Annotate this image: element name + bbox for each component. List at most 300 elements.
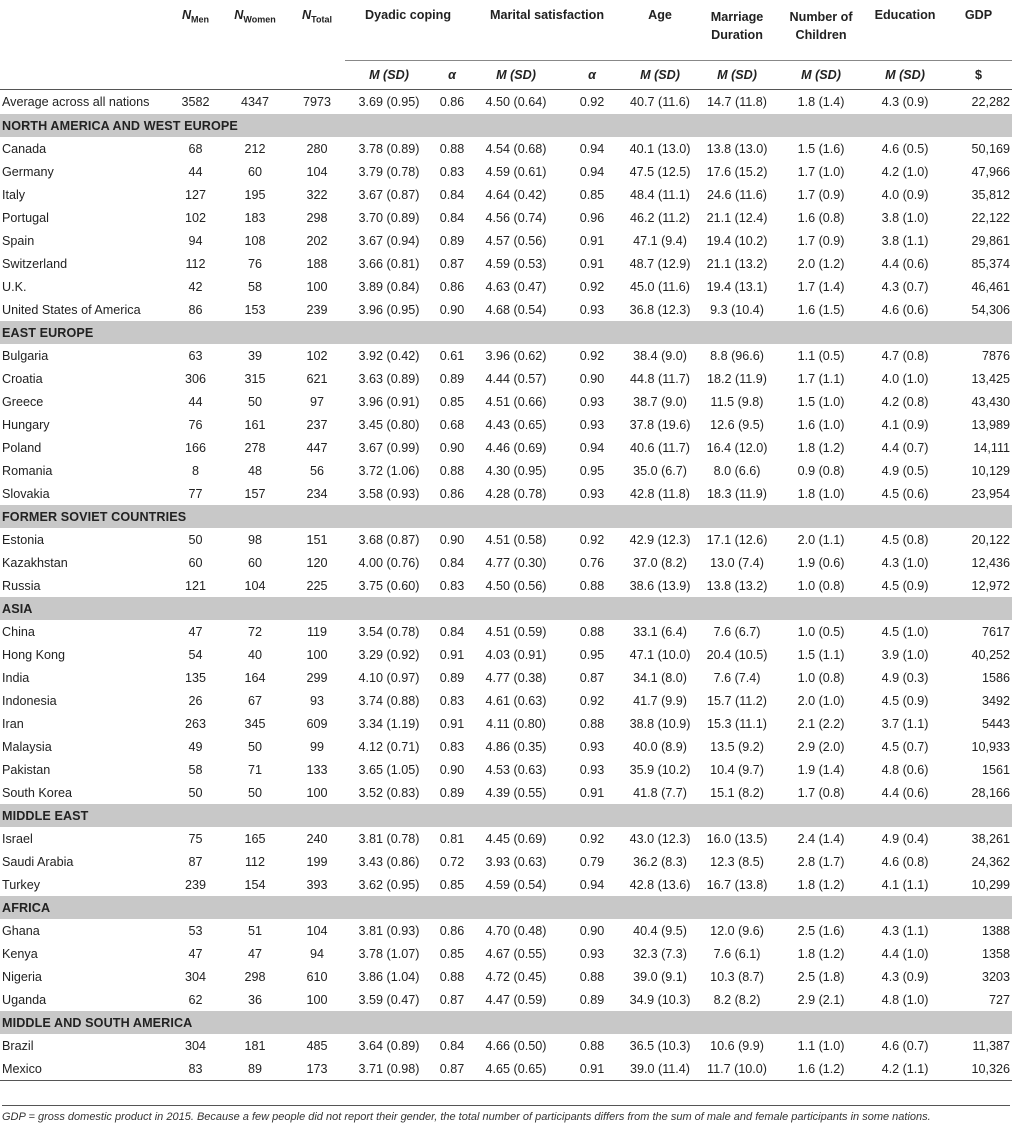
table-cell: 36.5 (10.3) [629, 1038, 691, 1053]
table-cell: 3.69 (0.95) [358, 95, 420, 109]
table-row [0, 298, 1012, 321]
table-cell: 40.7 (11.6) [630, 95, 691, 109]
region-title: MIDDLE AND SOUTH AMERICA [0, 1011, 1012, 1034]
table-cell: 127 [184, 187, 206, 202]
table-cell: 4.6 (0.7) [881, 1038, 929, 1053]
table-cell: 40.1 (13.0) [629, 141, 691, 156]
table-cell: 112 [244, 854, 266, 869]
table-cell: 3.59 (0.47) [358, 992, 420, 1007]
table-cell: 19.4 (10.2) [706, 233, 768, 248]
table-cell: 0.68 [439, 417, 465, 432]
table-cell: 3.8 (1.1) [881, 233, 929, 248]
table-cell: 50,169 [971, 141, 1011, 156]
table-cell: 16.4 (12.0) [706, 440, 768, 455]
table-cell: 0.94 [579, 164, 605, 179]
table-cell: 1358 [982, 946, 1011, 961]
table-cell: 0.87 [439, 256, 465, 271]
table-cell: 0.86 [439, 923, 465, 938]
table-row [0, 758, 1012, 781]
header-dyadic-alpha: α [448, 68, 456, 82]
table-cell: 5443 [982, 716, 1011, 731]
table-cell: 46,461 [971, 279, 1011, 294]
table-cell: 0.86 [439, 279, 465, 294]
table-cell: 173 [306, 1061, 328, 1076]
table-cell: 157 [244, 486, 266, 501]
table-cell: 1.7 (1.4) [797, 279, 845, 294]
country-name: Ghana [2, 923, 40, 938]
table-cell: 100 [306, 647, 328, 662]
table-cell: 4.4 (0.6) [881, 256, 929, 271]
table-cell: 212 [244, 141, 266, 156]
table-cell: 71 [247, 762, 262, 777]
table-cell: 0.76 [579, 555, 605, 570]
country-name: Poland [2, 440, 42, 455]
table-cell: 14,111 [973, 440, 1011, 455]
table-cell: 11.7 (10.0) [707, 1061, 768, 1076]
table-cell: 3.92 (0.42) [358, 348, 420, 363]
table-cell: 0.92 [579, 693, 605, 708]
table-cell: 0.90 [439, 762, 465, 777]
table-cell: 4.5 (0.7) [881, 739, 929, 754]
table-cell: 4.7 (0.8) [881, 348, 929, 363]
table-cell: 154 [244, 877, 266, 892]
table-cell: 4.5 (0.8) [881, 532, 929, 547]
table-cell: 10.4 (9.7) [710, 762, 764, 777]
table-cell: 165 [244, 831, 266, 846]
table-cell: 0.88 [579, 969, 605, 984]
table-cell: 0.72 [439, 854, 465, 869]
header-row-sub [0, 61, 1012, 90]
table-cell: 76 [247, 256, 262, 271]
table-cell: 2.1 (2.2) [797, 716, 845, 731]
table-cell: 0.91 [579, 233, 605, 248]
table-row [0, 436, 1012, 459]
table-row [0, 183, 1012, 206]
table-cell: 94 [309, 946, 324, 961]
table-cell: 50 [188, 532, 203, 547]
table-cell: 39 [247, 348, 262, 363]
table-cell: 4.4 (1.0) [881, 946, 929, 961]
table-cell: 48.4 (11.1) [630, 187, 691, 202]
table-cell: 11,387 [972, 1038, 1011, 1053]
table-cell: 100 [306, 992, 328, 1007]
table-row [0, 275, 1012, 298]
table-cell: 0.89 [439, 233, 465, 248]
table-cell: 4.2 (1.0) [881, 164, 929, 179]
table-cell: 0.88 [579, 1038, 605, 1053]
region-title: ASIA [0, 597, 1012, 620]
table-cell: 13.0 (7.4) [710, 555, 764, 570]
table-cell: 93 [309, 693, 324, 708]
table-row [0, 1034, 1012, 1057]
table-cell: 0.86 [439, 486, 465, 501]
table-cell: 4.53 (0.63) [485, 762, 547, 777]
table-cell: 0.88 [439, 463, 465, 478]
table-cell: 1.1 (0.5) [797, 348, 845, 363]
table-cell: 4.50 (0.64) [485, 95, 547, 109]
table-cell: 4.59 (0.54) [485, 877, 547, 892]
table-cell: 4.68 (0.54) [485, 302, 547, 317]
table-cell: 104 [306, 164, 328, 179]
country-name: Kenya [2, 946, 38, 961]
table-cell: 183 [244, 210, 266, 225]
table-cell: 0.94 [579, 877, 605, 892]
table-cell: 7973 [302, 95, 332, 109]
table-cell: 13.5 (9.2) [710, 739, 764, 754]
table-cell: 1.6 (1.5) [797, 302, 845, 317]
table-cell: 4.46 (0.69) [485, 440, 547, 455]
table-cell: 4.86 (0.35) [485, 739, 547, 754]
table-cell: 1.8 (1.2) [797, 877, 845, 892]
table-cell: 0.92 [579, 95, 605, 109]
table-cell: 11.5 (9.8) [710, 394, 764, 409]
table-cell: 0.79 [579, 854, 605, 869]
table-cell: 24,362 [971, 854, 1011, 869]
table-cell: 4.61 (0.63) [485, 693, 547, 708]
table-cell: 4.5 (1.0) [881, 624, 929, 639]
table-cell: 40 [247, 647, 262, 662]
table-cell: 1.8 (1.2) [797, 440, 845, 455]
table-cell: 0.93 [579, 946, 605, 961]
table-cell: 3.67 (0.87) [358, 187, 420, 202]
table-cell: 47.5 (12.5) [629, 164, 691, 179]
table-cell: 278 [244, 440, 266, 455]
country-name: Indonesia [2, 693, 57, 708]
table-row [0, 781, 1012, 804]
header-age: Age [623, 0, 697, 61]
region-title: AFRICA [0, 896, 1012, 919]
table-row [0, 712, 1012, 735]
table-row [0, 390, 1012, 413]
table-cell: 0.91 [579, 1061, 605, 1076]
header-gdp-unit: $ [975, 68, 983, 82]
table-cell: 16.0 (13.5) [706, 831, 768, 846]
table-cell: 8.0 (6.6) [713, 463, 761, 478]
table-cell: 2.0 (1.1) [797, 532, 845, 547]
table-cell: 4.1 (0.9) [881, 417, 929, 432]
table-cell: 8.8 (96.6) [710, 348, 764, 363]
table-cell: 48 [247, 463, 262, 478]
table-cell: 4.70 (0.48) [485, 923, 547, 938]
table-cell: 4.77 (0.38) [485, 670, 547, 685]
table-cell: 0.91 [579, 785, 605, 800]
table-cell: 4.63 (0.47) [485, 279, 547, 294]
table-cell: 10.6 (9.9) [710, 1038, 764, 1053]
table-cell: 50 [247, 394, 262, 409]
table-cell: 0.96 [579, 210, 605, 225]
table-cell: 315 [244, 371, 266, 386]
table-cell: 42 [188, 279, 203, 294]
table-cell: 3.62 (0.95) [358, 877, 420, 892]
table-cell: 75 [188, 831, 203, 846]
table-cell: 0.85 [579, 187, 605, 202]
table-cell: 104 [306, 923, 328, 938]
table-cell: 68 [188, 141, 203, 156]
country-name: Portugal [2, 210, 49, 225]
table-cell: 4.2 (1.1) [881, 1061, 929, 1076]
header-age-msd: M (SD) [640, 68, 680, 82]
table-cell: 3.96 (0.62) [485, 348, 547, 363]
table-cell: 3.29 (0.92) [358, 647, 420, 662]
table-cell: 0.83 [439, 164, 465, 179]
table-cell: 36.2 (8.3) [633, 854, 687, 869]
table-row [0, 643, 1012, 666]
table-cell: 21.1 (12.4) [706, 210, 768, 225]
table-cell: 3.89 (0.84) [358, 279, 420, 294]
table-cell: 3.65 (1.05) [358, 762, 420, 777]
table-row [0, 413, 1012, 436]
table-cell: 4.54 (0.68) [485, 141, 547, 156]
table-cell: 45.0 (11.6) [630, 279, 691, 294]
table-cell: 10.3 (8.7) [710, 969, 764, 984]
table-cell: 3.64 (0.89) [358, 1038, 420, 1053]
table-row [0, 735, 1012, 758]
table-cell: 42.9 (12.3) [629, 532, 691, 547]
table-cell: 41.8 (7.7) [633, 785, 687, 800]
table-cell: 4.9 (0.5) [881, 463, 929, 478]
table-cell: 1388 [982, 923, 1011, 938]
table-cell: 306 [184, 371, 206, 386]
table-cell: 0.89 [439, 785, 465, 800]
table-cell: 7.6 (6.7) [713, 624, 761, 639]
table-cell: 161 [244, 417, 266, 432]
table-cell: 26 [188, 693, 203, 708]
table-cell: 1.8 (1.4) [797, 95, 845, 109]
table-cell: 120 [306, 555, 328, 570]
table-cell: 0.88 [579, 624, 605, 639]
table-cell: 60 [247, 164, 262, 179]
table-cell: 0.87 [439, 1061, 465, 1076]
table-cell: 35,812 [971, 187, 1011, 202]
table-cell: 0.95 [579, 463, 605, 478]
header-blank [0, 0, 170, 61]
table-cell: 13.8 (13.2) [706, 578, 768, 593]
table-cell: 56 [309, 463, 324, 478]
country-name: Switzerland [2, 256, 68, 271]
table-cell: 2.4 (1.4) [797, 831, 845, 846]
table-cell: 3.86 (1.04) [358, 969, 420, 984]
table-cell: 40.0 (8.9) [633, 739, 687, 754]
table-cell: 239 [306, 302, 328, 317]
table-cell: 345 [244, 716, 266, 731]
table-cell: 0.84 [439, 1038, 465, 1053]
table-cell: 47 [188, 624, 203, 639]
table-cell: 0.84 [439, 555, 465, 570]
table-cell: 3.67 (0.94) [358, 233, 420, 248]
table-row [0, 965, 1012, 988]
table-cell: 4.12 (0.71) [358, 739, 420, 754]
country-name: Spain [2, 233, 35, 248]
table-cell: 38,261 [971, 831, 1011, 846]
table-cell: 22,282 [971, 95, 1011, 109]
table-cell: 0.93 [579, 417, 605, 432]
table-cell: 4.4 (0.6) [881, 785, 929, 800]
table-cell: 0.94 [579, 440, 605, 455]
table-cell: 4.65 (0.65) [485, 1061, 547, 1076]
table-cell: 239 [184, 877, 206, 892]
table-row [0, 1057, 1012, 1081]
table-cell: 50 [247, 785, 262, 800]
table-cell: 20,122 [971, 532, 1011, 547]
table-cell: 4.44 (0.57) [485, 371, 547, 386]
table-cell: 86 [188, 302, 203, 317]
table-cell: 10,326 [971, 1061, 1011, 1076]
table-cell: 0.9 (0.8) [797, 463, 845, 478]
table-row [0, 137, 1012, 160]
table-cell: 17.1 (12.6) [706, 532, 768, 547]
country-name: Saudi Arabia [2, 854, 74, 869]
table-cell: 4.51 (0.66) [485, 394, 547, 409]
table-cell: 4.3 (0.9) [881, 95, 929, 109]
table-cell: 10,299 [971, 877, 1011, 892]
table-cell: 1.0 (0.8) [797, 578, 845, 593]
table-cell: 0.84 [439, 210, 465, 225]
table-cell: 94 [188, 233, 203, 248]
table-cell: 13,989 [971, 417, 1011, 432]
table-cell: 188 [306, 256, 328, 271]
country-name: Mexico [2, 1061, 42, 1076]
country-name: Estonia [2, 532, 45, 547]
table-cell: 4.39 (0.55) [485, 785, 547, 800]
table-cell: 0.88 [579, 578, 605, 593]
table-row [0, 873, 1012, 896]
table-cell: 4.57 (0.56) [485, 233, 547, 248]
table-cell: 3.8 (1.0) [881, 210, 929, 225]
table-cell: 4.5 (0.9) [881, 693, 929, 708]
table-cell: 37.0 (8.2) [633, 555, 687, 570]
table-cell: 46.2 (11.2) [630, 210, 691, 225]
table-cell: 1.7 (0.9) [797, 233, 845, 248]
table-cell: 0.91 [579, 256, 605, 271]
table-row [0, 528, 1012, 551]
table-cell: 610 [306, 969, 328, 984]
table-cell: 102 [306, 348, 328, 363]
table-row [0, 229, 1012, 252]
country-name: Uganda [2, 992, 47, 1007]
header-marital-satisfaction: Marital satisfaction [471, 0, 623, 61]
table-cell: 38.6 (13.9) [629, 578, 691, 593]
country-name: Greece [2, 394, 44, 409]
table-cell: 51 [247, 923, 262, 938]
table-cell: 4347 [240, 95, 270, 109]
table-cell: 1.1 (1.0) [797, 1038, 845, 1053]
table-cell: 44 [188, 394, 203, 409]
table-cell: 0.61 [439, 348, 465, 363]
table-cell: 38.8 (10.9) [629, 716, 691, 731]
table-cell: 304 [184, 969, 206, 984]
table-cell: 1.6 (1.2) [797, 1061, 845, 1076]
table-cell: 1.0 (0.8) [797, 670, 845, 685]
table-cell: 47.1 (10.0) [629, 647, 691, 662]
table-cell: 3.81 (0.93) [358, 923, 420, 938]
table-cell: 3.52 (0.83) [358, 785, 420, 800]
table-cell: 1.9 (1.4) [797, 762, 845, 777]
table-cell: 4.6 (0.6) [881, 302, 929, 317]
table-cell: 44.8 (11.7) [630, 371, 691, 386]
table-cell: 153 [244, 302, 266, 317]
table-cell: 42.8 (13.6) [629, 877, 691, 892]
table-cell: 4.30 (0.95) [485, 463, 547, 478]
table-cell: 3.7 (1.1) [881, 716, 929, 731]
table-cell: 0.92 [579, 532, 605, 547]
header-number-of-children: Number of Children [777, 0, 865, 61]
table-cell: 58 [247, 279, 262, 294]
table-cell: 3.54 (0.78) [358, 624, 420, 639]
table-cell: 9.3 (10.4) [710, 302, 764, 317]
table-cell: 1.6 (0.8) [797, 210, 845, 225]
table-cell: 39.0 (9.1) [633, 969, 687, 984]
table-cell: 104 [244, 578, 266, 593]
table-cell: 3.79 (0.78) [358, 164, 420, 179]
table-cell: 1.5 (1.0) [797, 394, 845, 409]
table-cell: 47,966 [971, 164, 1011, 179]
table-cell: 4.6 (0.5) [881, 141, 929, 156]
region-header-row [0, 114, 1012, 137]
table-cell: 33.1 (6.4) [633, 624, 687, 639]
table-cell: 727 [989, 992, 1011, 1007]
header-n-total: $N_{Total}$ [302, 8, 332, 25]
table-cell: 3203 [982, 969, 1011, 984]
table-cell: 0.90 [439, 302, 465, 317]
header-marital-alpha: α [588, 68, 596, 82]
table-cell: 2.9 (2.0) [797, 739, 845, 754]
table-cell: 202 [306, 233, 328, 248]
table-cell: 50 [188, 785, 203, 800]
table-cell: 83 [188, 1061, 203, 1076]
table-cell: 0.91 [439, 716, 465, 731]
table-cell: 0.87 [439, 992, 465, 1007]
table-body [0, 90, 1012, 1081]
table-cell: 199 [306, 854, 328, 869]
table-cell: 3.58 (0.93) [358, 486, 420, 501]
table-cell: 4.51 (0.58) [485, 532, 547, 547]
table-cell: 3.78 (1.07) [358, 946, 420, 961]
table-cell: 4.5 (0.9) [881, 578, 929, 593]
table-cell: 0.94 [579, 141, 605, 156]
table-row [0, 850, 1012, 873]
table-cell: 37.8 (19.6) [629, 417, 691, 432]
table-cell: 13.8 (13.0) [706, 141, 768, 156]
table-cell: 0.93 [579, 302, 605, 317]
table-cell: 15.1 (8.2) [710, 785, 764, 800]
region-title: MIDDLE EAST [0, 804, 1012, 827]
region-header-row [0, 804, 1012, 827]
table-cell: 38.4 (9.0) [633, 348, 687, 363]
region-title: EAST EUROPE [0, 321, 1012, 344]
table-cell: 3492 [982, 693, 1011, 708]
table-cell: 0.83 [439, 578, 465, 593]
table-cell: 1.7 (0.9) [797, 187, 845, 202]
table-cell: 0.93 [579, 486, 605, 501]
region-title: NORTH AMERICA AND WEST EUROPE [0, 114, 1012, 137]
table-cell: 4.8 (0.6) [881, 762, 929, 777]
country-name: Croatia [2, 371, 43, 386]
table-cell: 164 [244, 670, 266, 685]
table-cell: 100 [306, 279, 328, 294]
table-cell: 133 [306, 762, 328, 777]
table-cell: 44 [188, 164, 203, 179]
table-cell: 42.8 (11.8) [630, 486, 691, 501]
table-cell: 112 [185, 256, 206, 271]
country-name: Germany [2, 164, 54, 179]
table-row [0, 206, 1012, 229]
table-cell: 1.7 (1.0) [797, 164, 845, 179]
table-cell: 0.90 [579, 923, 605, 938]
table-cell: 3.96 (0.95) [358, 302, 420, 317]
country-name: Turkey [2, 877, 41, 892]
table-cell: 32.3 (7.3) [633, 946, 687, 961]
table-cell: 0.89 [439, 670, 465, 685]
